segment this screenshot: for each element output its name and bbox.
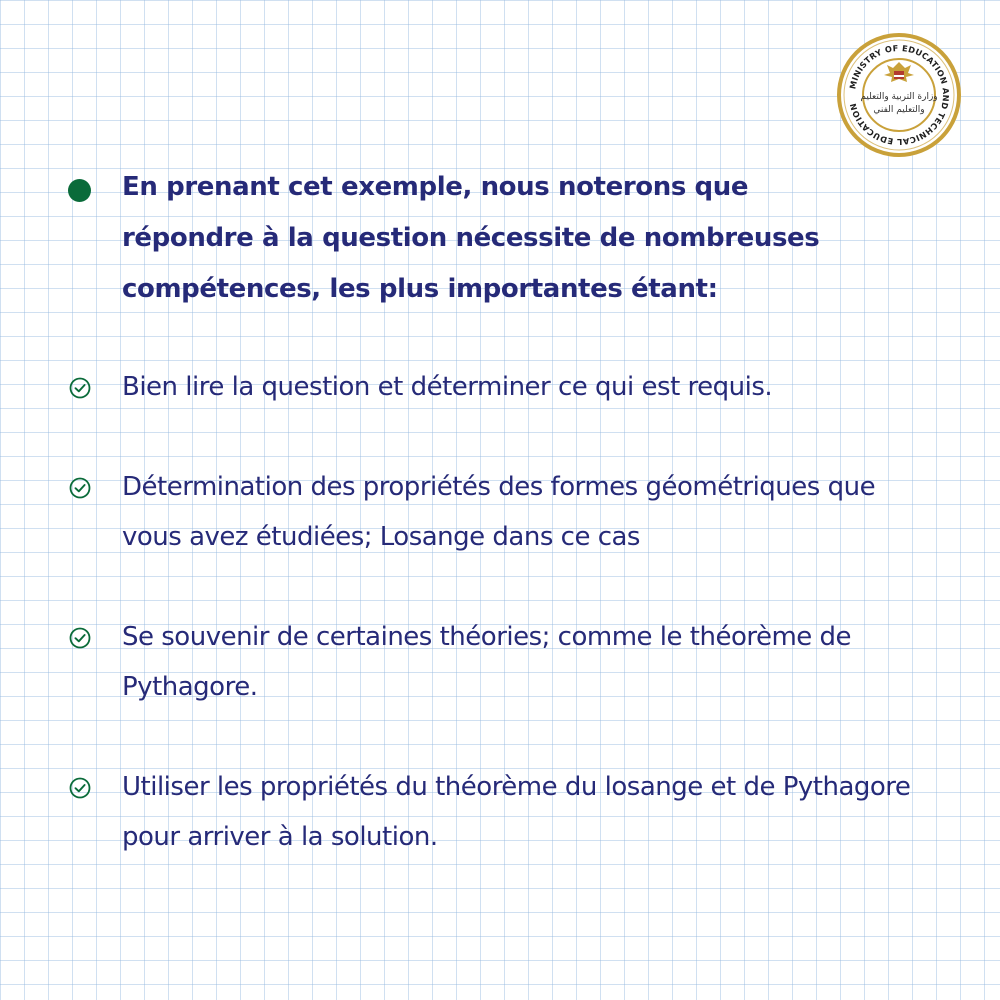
checklist-item (68, 462, 948, 562)
check-circle-icon (68, 376, 92, 400)
checklist-item (68, 362, 948, 412)
intro-paragraph (68, 162, 868, 315)
checklist-item-text: Détermination des propriétés des formes géométriques que vous avez étudiées; Losange dans ce cas (122, 472, 876, 552)
intro-text: En prenant cet exemple, nous noterons que répondre à la question nécessite de nombreuses compétences, les plus importantes étant: (122, 172, 820, 304)
checklist-item-text: Utiliser les propriétés du théorème du losange et de Pythagore pour arriver à la solution. (122, 772, 911, 852)
svg-text:MINISTRY OF EDUCATION AND TECH: MINISTRY OF EDUCATION AND TECHNICAL EDUCATION (847, 42, 952, 148)
bullet-dot-icon (68, 179, 91, 202)
seal-emblem-icon (836, 32, 962, 158)
checklist-item (68, 612, 948, 712)
check-circle-icon (68, 626, 92, 650)
svg-text:وزارة التربية والتعليم: وزارة التربية والتعليم (860, 92, 938, 102)
check-circle-icon (68, 476, 92, 500)
checklist-item-text: Bien lire la question et déterminer ce qui est requis. (122, 372, 773, 402)
check-circle-icon (68, 776, 92, 800)
checklist-item-text: Se souvenir de certaines théories; comme le théorème de Pythagore. (122, 622, 852, 702)
ministry-seal-logo (836, 32, 962, 158)
svg-text:والتعليم الفني: والتعليم الفني (873, 105, 925, 115)
checklist-item (68, 762, 948, 862)
